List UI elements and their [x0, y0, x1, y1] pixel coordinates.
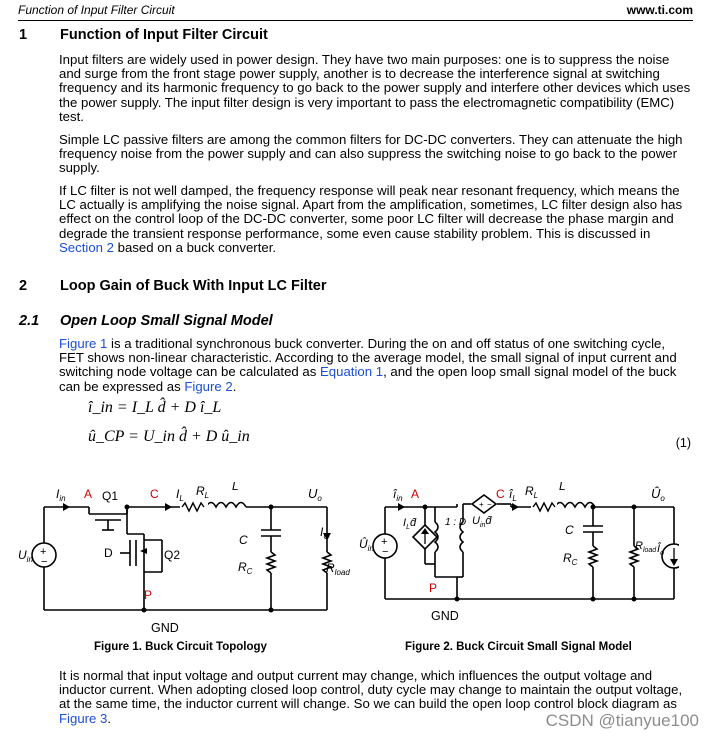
- section-2-1-heading: [19, 313, 619, 331]
- svg-text:GND: GND: [151, 621, 179, 635]
- closing-text: It is normal that input voltage and output current may change, which influences the output voltage and inductor current. When adopting closed loop control, duty cycle may change to maintain the output voltage, at the same time, the inductor current will change. So we can build the open loop control block diagram as: [59, 668, 683, 712]
- svg-text:−: −: [382, 546, 389, 558]
- svg-text:C: C: [239, 533, 248, 547]
- watermark: CSDN @tianyue100: [545, 711, 699, 730]
- svg-text:Q1: Q1: [102, 489, 119, 503]
- section-title: Function of Input Filter Circuit: [60, 27, 268, 43]
- svg-text:+: +: [479, 500, 484, 509]
- svg-text:+: +: [381, 536, 388, 548]
- svg-text:Iin: $I_{in}$: [56, 487, 66, 503]
- svg-text:Rload: $R_{load}$: [326, 561, 350, 577]
- section-2-1-paragraph: [59, 337, 692, 394]
- p-text-b: , and the open loop small signal model of the buck can be expressed as: [59, 364, 677, 394]
- section-title: Open Loop Small Signal Model: [60, 313, 273, 329]
- section-1-paragraph-1: Input filters are widely used in power design. They have two main purposes: one is to suppress the noise and surge from the front stage power supply, another is to decrease the interference signal at switching frequency and its harmonic frequency to go back to the power supply and interfere other devices which uses the power supply. The input filter design is very important to pass the electromagnetic compatibility (EMC) test.: [59, 52, 691, 124]
- svg-text:1 : D: 1 : D: [445, 517, 467, 528]
- svg-text:L: L: [559, 482, 566, 493]
- svg-text:−: −: [41, 556, 48, 568]
- figure-2-small-signal-model: [359, 482, 679, 632]
- equation-line-2: [88, 428, 250, 446]
- svg-text:Uo: $U_o$: [308, 486, 322, 503]
- svg-text:RC: $R_C$: [238, 560, 253, 576]
- svg-text:IL: $I_L$: [176, 487, 184, 503]
- svg-text:P: P: [144, 588, 153, 602]
- svg-text:Q2: Q2: [164, 548, 181, 562]
- svg-text:Ûo: $Û_o$: [651, 486, 665, 503]
- svg-text:A: A: [84, 487, 93, 501]
- svg-text:P: P: [429, 581, 438, 595]
- svg-text:C: C: [496, 487, 505, 501]
- svg-text:GND: GND: [431, 609, 459, 623]
- svg-text:ILd̂: $I_Ld̂$: [403, 517, 417, 531]
- p-text-c: .: [232, 378, 237, 394]
- figure-1-link[interactable]: Figure 1: [59, 336, 108, 351]
- eq2-text: û_CP = U_in d̂ + D û_in: [88, 428, 250, 445]
- figure-2-caption: Figure 2. Buck Circuit Small Signal Model: [405, 641, 632, 653]
- svg-text:RL: $R_L$: [196, 484, 210, 500]
- svg-text:îin: $î_{in}$: [393, 487, 403, 503]
- closing-end: .: [107, 710, 112, 726]
- section-2-link[interactable]: Section 2: [59, 239, 114, 255]
- p3-text: If LC filter is not well damped, the frequency response will peak near resonant frequency, which means the LC actually is amplifying the noise signal. Apart from the amplification, sometimes, LC filter design also has effect on the control loop of the DC-DC converter, some poor LC filter will decrease the phase margin and degrade the transient response performance, some even cause stability problem. This is discussed in: [59, 183, 683, 241]
- equation-line-1: [88, 399, 221, 417]
- figure-2-link[interactable]: Figure 2: [184, 378, 233, 394]
- eq1-text: î_in = I_L d̂ + D î_L: [88, 399, 222, 416]
- svg-text:−: −: [487, 500, 492, 509]
- svg-text:Îo: $Î_o$: [657, 543, 664, 557]
- p3-text-end: based on a buck converter.: [114, 239, 277, 255]
- figure-3-link[interactable]: Figure 3: [59, 710, 108, 726]
- svg-text:Uind̂: $U_{in}d̂$: [472, 515, 492, 529]
- svg-text:L: L: [232, 482, 239, 493]
- equation-1-link[interactable]: Equation 1: [320, 364, 384, 380]
- svg-text:+: +: [40, 546, 47, 558]
- svg-text:RC: $R_C$: [563, 551, 578, 567]
- page-header: [18, 0, 693, 21]
- svg-text:A: A: [411, 487, 420, 501]
- section-1-paragraph-2: Simple LC passive filters are among the common filters for DC-DC converters. They can attenuate the high frequency noise from the power supply and can also suppress the switching noise to go back to the power supply.: [59, 132, 683, 176]
- site-url[interactable]: www.ti.com: [626, 3, 693, 17]
- svg-text:IO: $I_O$: [320, 525, 330, 541]
- section-number: 2: [19, 278, 28, 294]
- svg-text:Ûin: $Û_{in}$: [359, 537, 374, 553]
- section-1-heading: [19, 27, 619, 45]
- svg-text:C: C: [150, 487, 159, 501]
- svg-text:C: C: [565, 523, 574, 537]
- section-number: 1: [19, 27, 28, 43]
- section-1-paragraph-3: [59, 184, 692, 255]
- p-text-a: is a traditional synchronous buck converter. During the on and off status of one switching cycle, FET shows non-linear characteristic. According to the average model, the small signal of input current and switching node voltage can be calculated as: [59, 336, 677, 380]
- figure-1-caption: Figure 1. Buck Circuit Topology: [94, 641, 267, 653]
- section-title: Loop Gain of Buck With Input LC Filter: [60, 278, 327, 294]
- svg-text:îL: $î_L$: [509, 487, 517, 503]
- section-2-heading: [19, 278, 619, 296]
- doc-title: Function of Input Filter Circuit: [18, 3, 175, 17]
- svg-text:Uin: $U_{in}$: [18, 548, 33, 564]
- section-number: 2.1: [19, 313, 40, 329]
- svg-text:RL: $R_L$: [525, 484, 539, 500]
- equation-number: (1): [675, 436, 691, 450]
- svg-text:Rload: $R_{load}$: [635, 540, 657, 554]
- figure-1-buck-topology: [14, 482, 354, 642]
- svg-text:D: D: [104, 546, 113, 560]
